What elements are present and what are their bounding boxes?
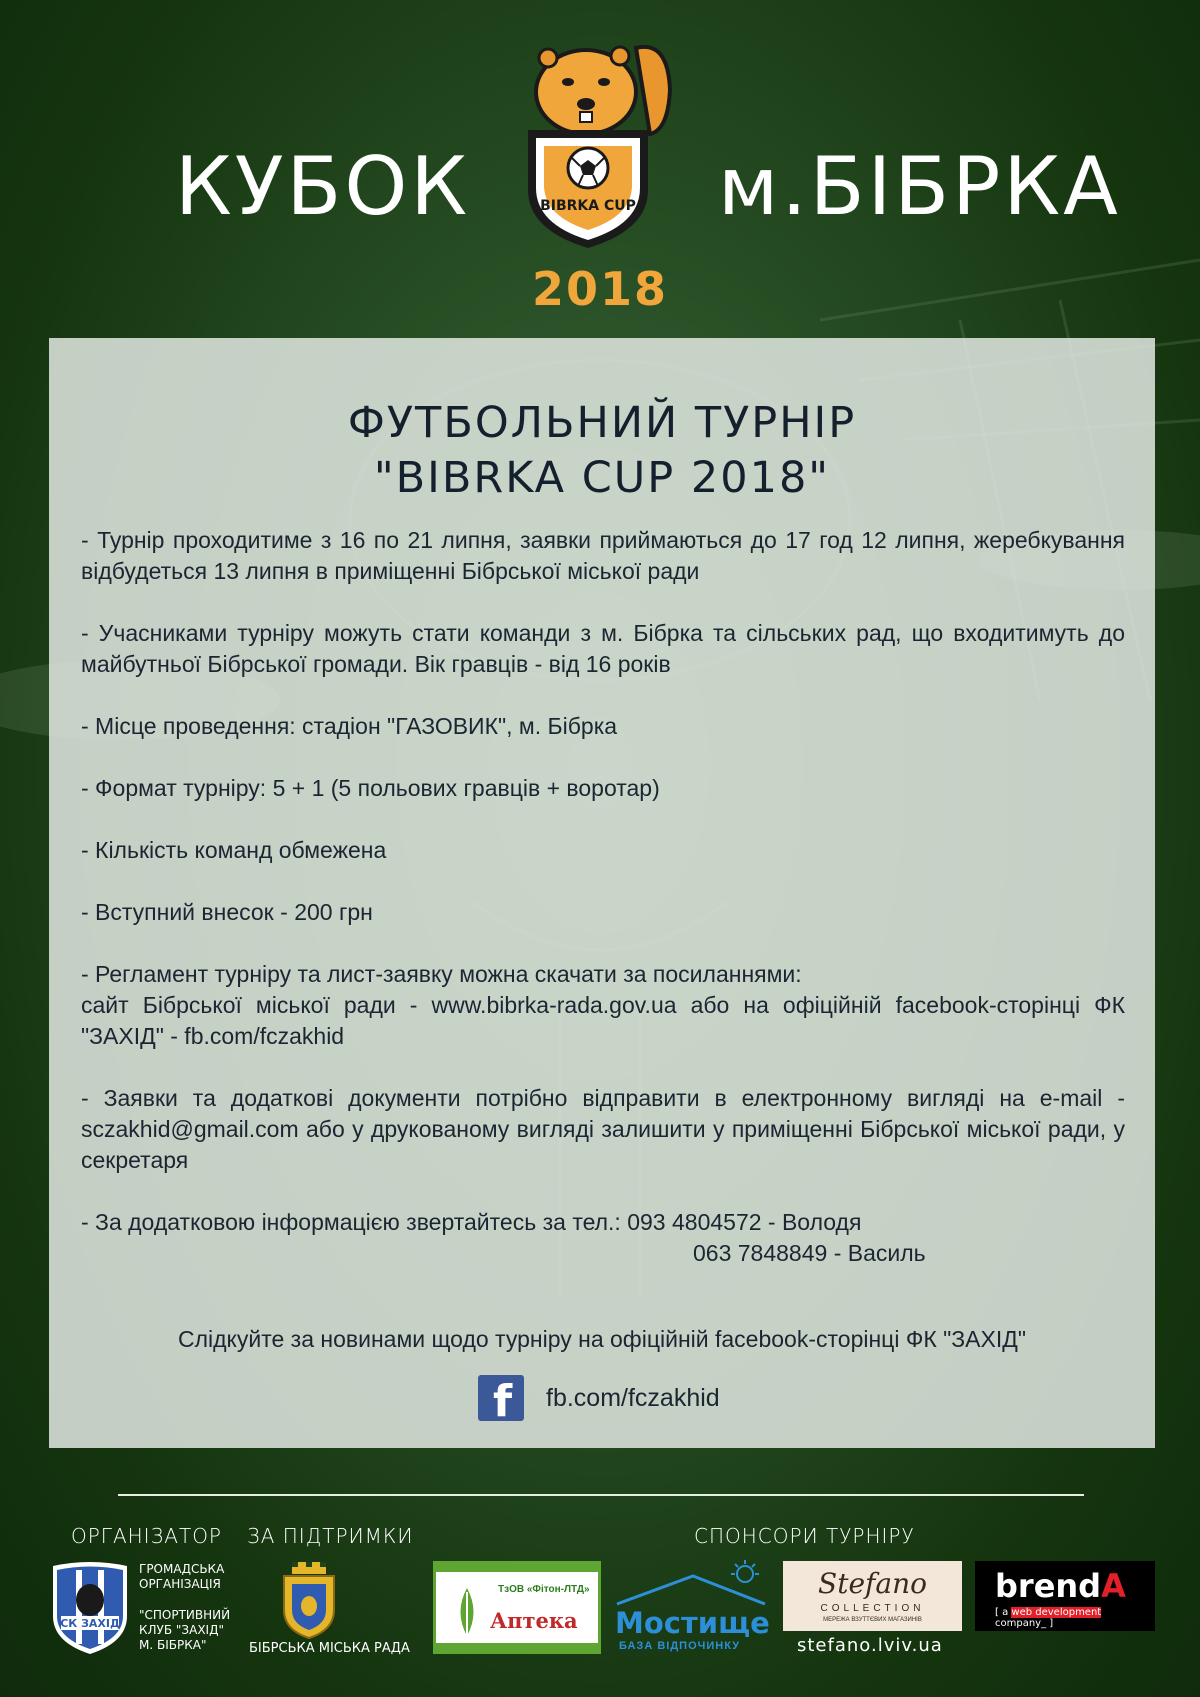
organizer-line: КЛУБ "ЗАХІД"	[139, 1623, 224, 1637]
brenda-name: brend	[995, 1567, 1102, 1605]
mostyshche-sub: БАЗА ВІДПОЧИНКУ	[619, 1640, 741, 1652]
info-item-fee: - Вступний внесок - 200 грн	[81, 899, 373, 925]
follow-text: Слідкуйте за новинами щодо турніру на офіційній facebook-сторінці ФК "ЗАХІД"	[177, 1326, 1026, 1352]
title-kubok: КУБОК	[175, 140, 471, 233]
facebook-icon[interactable]: f	[478, 1375, 524, 1421]
sponsor-mostyshche	[613, 1560, 771, 1656]
brenda-tagline	[995, 1607, 1155, 1629]
info-item-contacts	[81, 1207, 1125, 1269]
stefano-collection: COLLECTION	[820, 1603, 925, 1614]
apteka-company: ТзОВ «Фітон-ЛТД»	[498, 1584, 590, 1595]
stefano-tagline: МЕРЕЖА ВЗУТТЄВИХ МАГАЗИНІВ	[823, 1617, 922, 1623]
info-item-format: - Формат турніру: 5 + 1 (5 польових гравців + воротар)	[81, 775, 660, 801]
sponsors-heading: СПОНСОРИ ТУРНІРУ	[694, 1524, 915, 1548]
info-item-dates: - Турнір проходитиме з 16 по 21 липня, заявки приймаються до 17 год 12 липня, жеребкування відбудеться 13 липня в приміщенні Бібрської міської ради	[81, 527, 1125, 584]
contact-line-2: 063 7848849 - Василь	[693, 1240, 926, 1266]
brenda-accent: A	[1101, 1567, 1126, 1605]
info-list	[81, 525, 1125, 1300]
mostyshche-roof-icon	[613, 1560, 771, 1610]
sk-zakhid-logo-text: СК ЗАХІД	[60, 1617, 120, 1630]
apteka-name: Аптека	[490, 1608, 578, 1633]
info-item-applications[interactable]: - Заявки та додаткові документи потрібно відправити в електронному вигляді на e-mail - sczakhid@gmail.com або у друкованому вигляді залишити у приміщенні Бібрської міської ради, у секретаря	[81, 1085, 1125, 1173]
stefano-url[interactable]: stefano.lviv.ua	[797, 1635, 943, 1656]
contact-line-1: - За додатковою інформацією звертайтесь за тел.: 093 4804572 - Володя	[81, 1209, 862, 1235]
regulation-line-1: - Регламент турніру та лист-заявку можна скачати за посиланнями:	[81, 961, 802, 987]
info-item-limit: - Кількість команд обмежена	[81, 837, 387, 863]
organizer-line: ОРГАНІЗАЦІЯ	[139, 1577, 221, 1591]
year: 2018	[531, 262, 669, 316]
sponsor-stefano	[783, 1561, 962, 1631]
mostyshche-name: Мостище	[615, 1606, 770, 1640]
organizer-line: "СПОРТИВНИЙ	[139, 1608, 231, 1622]
brenda-tagline-highlight: web development	[1011, 1607, 1102, 1618]
sponsor-apteka	[433, 1561, 601, 1654]
apteka-strip-bottom	[436, 1643, 598, 1651]
footer-divider	[118, 1494, 1084, 1496]
title-line-2: "BIBRKA CUP 2018"	[373, 453, 831, 503]
support-heading: ЗА ПІДТРИМКИ	[247, 1524, 414, 1548]
brenda-tagline-pre: [ a	[995, 1607, 1012, 1618]
logo-text: BIBRKA CUP	[540, 198, 636, 214]
info-item-participants: - Учасниками турніру можуть стати команди з м. Бібрка та сільських рад, що входитимуть до майбутньої Бібрської громади. Вік гравців - від 16 років	[81, 620, 1125, 677]
info-item-regulation	[81, 959, 1125, 1052]
facebook-link[interactable]	[478, 1374, 720, 1427]
regulation-line-2[interactable]: сайт Бібрської міської ради - www.bibrka-rada.gov.ua або на офіційній facebook-сторінці ФК "ЗАХІД" - fb.com/fczakhid	[81, 992, 1125, 1049]
bibrka-cup-logo	[518, 30, 678, 255]
title-city: м.БІБРКА	[718, 140, 1121, 233]
organizer-gap	[139, 1592, 230, 1608]
title-line-1: ФУТБОЛЬНИЙ ТУРНІР	[347, 398, 857, 448]
city-council-name: БІБРСЬКА МІСЬКА РАДА	[249, 1641, 410, 1656]
organizer-line: М. БІБРКА"	[139, 1638, 207, 1652]
organizer-name	[139, 1562, 230, 1653]
apteka-strip-top	[436, 1564, 598, 1572]
organizer-heading: ОРГАНІЗАТОР	[71, 1524, 222, 1548]
tournament-title	[49, 396, 1155, 506]
facebook-link-text[interactable]: fb.com/fczakhid	[546, 1383, 720, 1412]
brenda-tagline-post: company_ ]	[995, 1618, 1054, 1629]
leaf-icon	[450, 1582, 484, 1638]
organizer-line: ГРОМАДСЬКА	[139, 1562, 225, 1576]
info-panel	[49, 338, 1155, 1448]
sponsor-brenda	[975, 1561, 1155, 1631]
brenda-logo	[995, 1567, 1126, 1605]
stefano-name: Stefano	[818, 1567, 927, 1600]
sk-zakhid-logo	[49, 1560, 131, 1656]
bibrka-coat-of-arms	[278, 1560, 340, 1640]
info-item-venue: - Місце проведення: стадіон "ГАЗОВИК", м. Бібрка	[81, 713, 618, 739]
